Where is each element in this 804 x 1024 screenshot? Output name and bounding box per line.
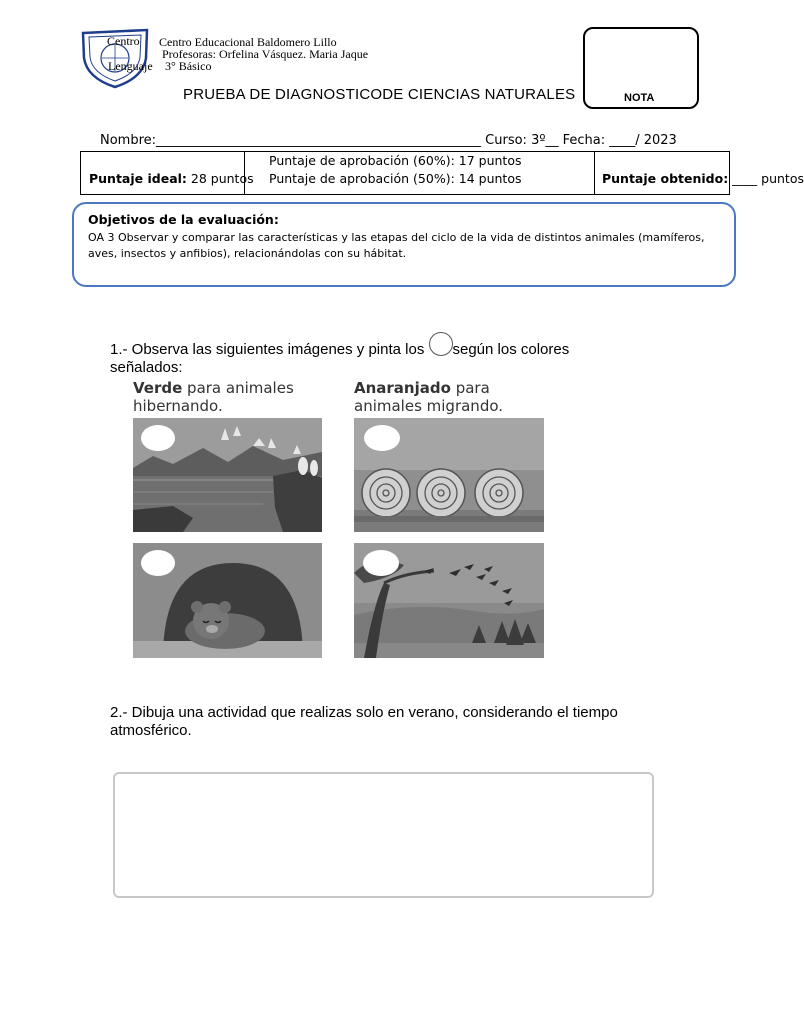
- legend-migrating: [354, 379, 503, 415]
- objectives-box: [72, 202, 736, 287]
- school-name: Centro Educacional Baldomero Lillo: [159, 35, 337, 49]
- question-1-text-before: 1.- Observa las siguientes imágenes y pinta los: [110, 341, 429, 358]
- student-info-line: Nombre:__________________________________________________ Curso: 3º__ Fecha: ____/ 2023: [100, 133, 677, 148]
- teachers-line: Profesoras: Orfelina Vásquez. Maria Jaque: [162, 47, 369, 61]
- legend-migrating-text-2: animales migrando.: [354, 397, 504, 415]
- picture-migrating-birds: [354, 543, 544, 658]
- picture-bear-cave: [133, 543, 322, 658]
- grade-line: 3° Básico: [165, 59, 212, 73]
- grade-box-label: NOTA: [624, 92, 655, 104]
- score-table: [80, 151, 804, 195]
- obtained-score-cell: [595, 152, 804, 194]
- legend-hibernating-color: Verde: [133, 379, 183, 397]
- objectives-text: OA 3 Observar y comparar las características y las etapas del ciclo de la vida de distintos animales (mamíferos, aves, insectos y anfibios), relacionándolas con su hábitat.: [88, 231, 705, 260]
- question-2: 2.- Dibuja una actividad que realizas solo en verano, considerando el tiempo atmosférico.: [110, 704, 618, 739]
- exam-title: PRUEBA DE DIAGNOSTICODE CIENCIAS NATURALES: [183, 86, 576, 103]
- logo-word-centro: Centro: [107, 34, 140, 48]
- question-1: [110, 332, 630, 377]
- picture-birds-lake: [133, 418, 322, 532]
- legend-hibernating-text-1: para animales: [182, 379, 294, 397]
- legend-hibernating-text-2: hibernando.: [133, 397, 223, 415]
- legend-migrating-text-1: para: [450, 379, 490, 397]
- passing-score-cell: [245, 152, 595, 194]
- logo-word-lenguaje: Lenguaje: [108, 59, 153, 73]
- question-1-text-after: según los colores señalados:: [110, 341, 570, 376]
- circle-icon: [429, 332, 453, 356]
- legend-migrating-color: Anaranjado: [354, 379, 451, 397]
- legend-hibernating: [133, 379, 294, 415]
- passing-score-60: Puntaje de aprobación (60%): 17 puntos: [269, 153, 522, 168]
- objectives-title: Objetivos de la evaluación:: [88, 212, 279, 227]
- obtained-score-value: ____ puntos: [728, 171, 804, 186]
- obtained-score-label: Puntaje obtenido:: [602, 171, 729, 186]
- picture-snails: [354, 418, 544, 532]
- ideal-score-cell: [81, 152, 254, 194]
- drawing-area[interactable]: [113, 772, 654, 898]
- passing-score-50: Puntaje de aprobación (50%): 14 puntos: [269, 171, 522, 186]
- ideal-score-value: 28 puntos: [186, 171, 254, 186]
- ideal-score-label: Puntaje ideal:: [89, 171, 187, 186]
